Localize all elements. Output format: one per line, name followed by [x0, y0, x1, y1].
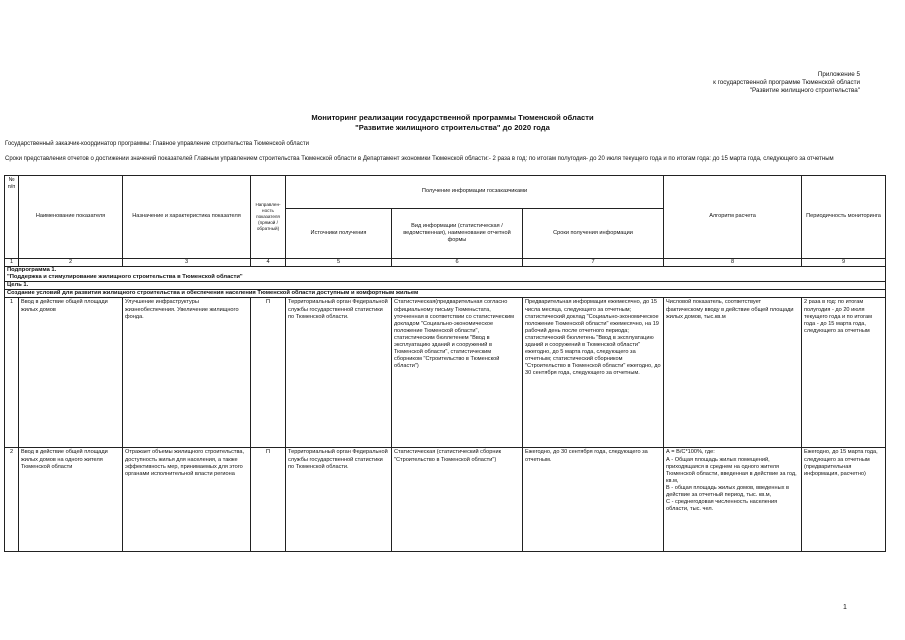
row-terms: Предварительная информация ежемесячно, до 15 числа месяца, следующего за отчетным; статистический доклад "Социально-экономическое положение Тюменской области" ежемесячно, на 19 рабочий день после отчетного периода; статистический бюллетень "Ввод в эксплуатацию зданий и сооружений в Тюменской области" ежегодно, до 5 марта года, следующего за отчетным; статистический сборником "Строительство в Тюменской области" ежегодно, до 30 сентября года, следующего за отчетным.: [523, 298, 664, 448]
monitoring-table: [4, 175, 886, 552]
col-number: 9: [802, 259, 886, 267]
row-direction: П: [251, 448, 286, 552]
row-direction: П: [251, 298, 286, 448]
deadlines-note: Сроки представления отчетов о достижении значений показателей Главным управлением строительства Тюменской области в Департамент экономики Тюменской области:- 2 раза в год: по итогам полугодия- до 20 июля текущего года и по итогам года: до 15 марта года, следующего за отчетным: [5, 156, 834, 162]
header-name: Наименование показателя: [19, 176, 123, 259]
appendix-line-2: к государственной программе Тюменской области: [713, 79, 860, 86]
header-periodicity: Периодичность мониторинга: [802, 176, 886, 259]
col-number: 1: [5, 259, 19, 267]
appendix-caption: [713, 71, 860, 95]
header-terms: Сроки получения информации: [523, 209, 664, 259]
page-number: 1: [843, 604, 847, 611]
header-num: № п/п: [5, 176, 19, 259]
col-number: 7: [523, 259, 664, 267]
col-number: 5: [286, 259, 392, 267]
col-number: 6: [392, 259, 523, 267]
row-sources: Территориальный орган Федеральной службы государственной статистики по Тюменской области.: [286, 298, 392, 448]
goal-label: Цель 1.: [5, 282, 886, 290]
subprogram-name: "Поддержка и стимулирование жилищного строительства в Тюменской области": [7, 274, 243, 281]
header-info-group: Получение информации госзаказчиками: [286, 176, 664, 209]
col-number: 3: [123, 259, 251, 267]
header-sources: Источники получения: [286, 209, 392, 259]
row-info-type: Статистическая (статистический сборник "Строительство в Тюменской области"): [392, 448, 523, 552]
row-terms: Ежегодно, до 30 сентября года, следующего за отчетным.: [523, 448, 664, 552]
row-sources: Территориальный орган Федеральной службы государственной статистики по Тюменской области.: [286, 448, 392, 552]
row-info-type: Статистическая(предварительная согласно официальному письму Тюменьстата, уточненная в соответствии со статистическим докладом "Социально-экономическое положение Тюменской области", статистическим бюллетенем "Ввод в эксплуатацию зданий и сооружений в Тюменской области", статистическим сборником "Строительство в Тюменской области"): [392, 298, 523, 448]
goal-text: Создание условий для развития жилищного строительства и обеспечения населения Тюменской области доступным и комфортным жильем: [5, 290, 886, 298]
row-purpose: Отражает объемы жилищного строительства, доступность жилья для населения, а также эффективность мер, принимаемых для этого органами исполнительной власти региона: [123, 448, 251, 552]
appendix-line-3: "Развитие жилищного строительства": [749, 87, 860, 94]
row-num: 2: [5, 448, 19, 552]
header-info-type: Вид информации (статистическая / ведомственная), наименование отчетной формы: [392, 209, 523, 259]
table-row: [5, 448, 886, 552]
row-periodicity: Ежегодно, до 15 марта года, следующего за отчетным (предварительная информация, расчетно): [802, 448, 886, 552]
header-algorithm: Алгоритм расчета: [664, 176, 802, 259]
title-line-2: "Развитие жилищного строительства" до 2020 года: [355, 123, 550, 132]
col-number: 8: [664, 259, 802, 267]
appendix-line-1: Приложение 5: [817, 71, 860, 78]
row-name: Ввод в действие общей площади жилых домов: [19, 298, 123, 448]
row-algorithm: А = В/С*100%, где: А - Общая площадь жилых помещений, приходящаяся в среднем на одного жителя Тюменской области, введенная в действие за год, кв.м, В - общая площадь жилых домов, введенных в действие за отчетный период, тыс. кв.м, С - среднегодовая численность населения области, тыс. чел.: [664, 448, 802, 552]
subprogram-cell: [5, 267, 886, 282]
row-num: 1: [5, 298, 19, 448]
col-number: 4: [251, 259, 286, 267]
header-direction: Направлен-ность показателя (прямой / обратный): [251, 176, 286, 259]
customer-note: Государственный заказчик-координатор программы: Главное управление строительства Тюменской области: [5, 141, 309, 147]
subprogram-label: Подпрограмма 1.: [7, 267, 57, 274]
header-purpose: Назначение и характеристика показателя: [123, 176, 251, 259]
row-algorithm: Числовой показатель, соответствует фактическому вводу в действие общей площади жилых домов, тыс.кв.м: [664, 298, 802, 448]
row-purpose: Улучшение инфраструктуры жизнеобеспечения. Увеличение жилищного фонда.: [123, 298, 251, 448]
row-name: Ввод в действие общей площади жилых домов на одного жителя Тюменской области: [19, 448, 123, 552]
document-title: [0, 113, 905, 133]
col-number: 2: [19, 259, 123, 267]
title-line-1: Мониторинг реализации государственной программы Тюменской области: [311, 113, 594, 122]
table-row: [5, 298, 886, 448]
row-periodicity: 2 раза в год: по итогам полугодия - до 20 июля текущего года и по итогам года - до 15 марта года, следующего за отчетным: [802, 298, 886, 448]
